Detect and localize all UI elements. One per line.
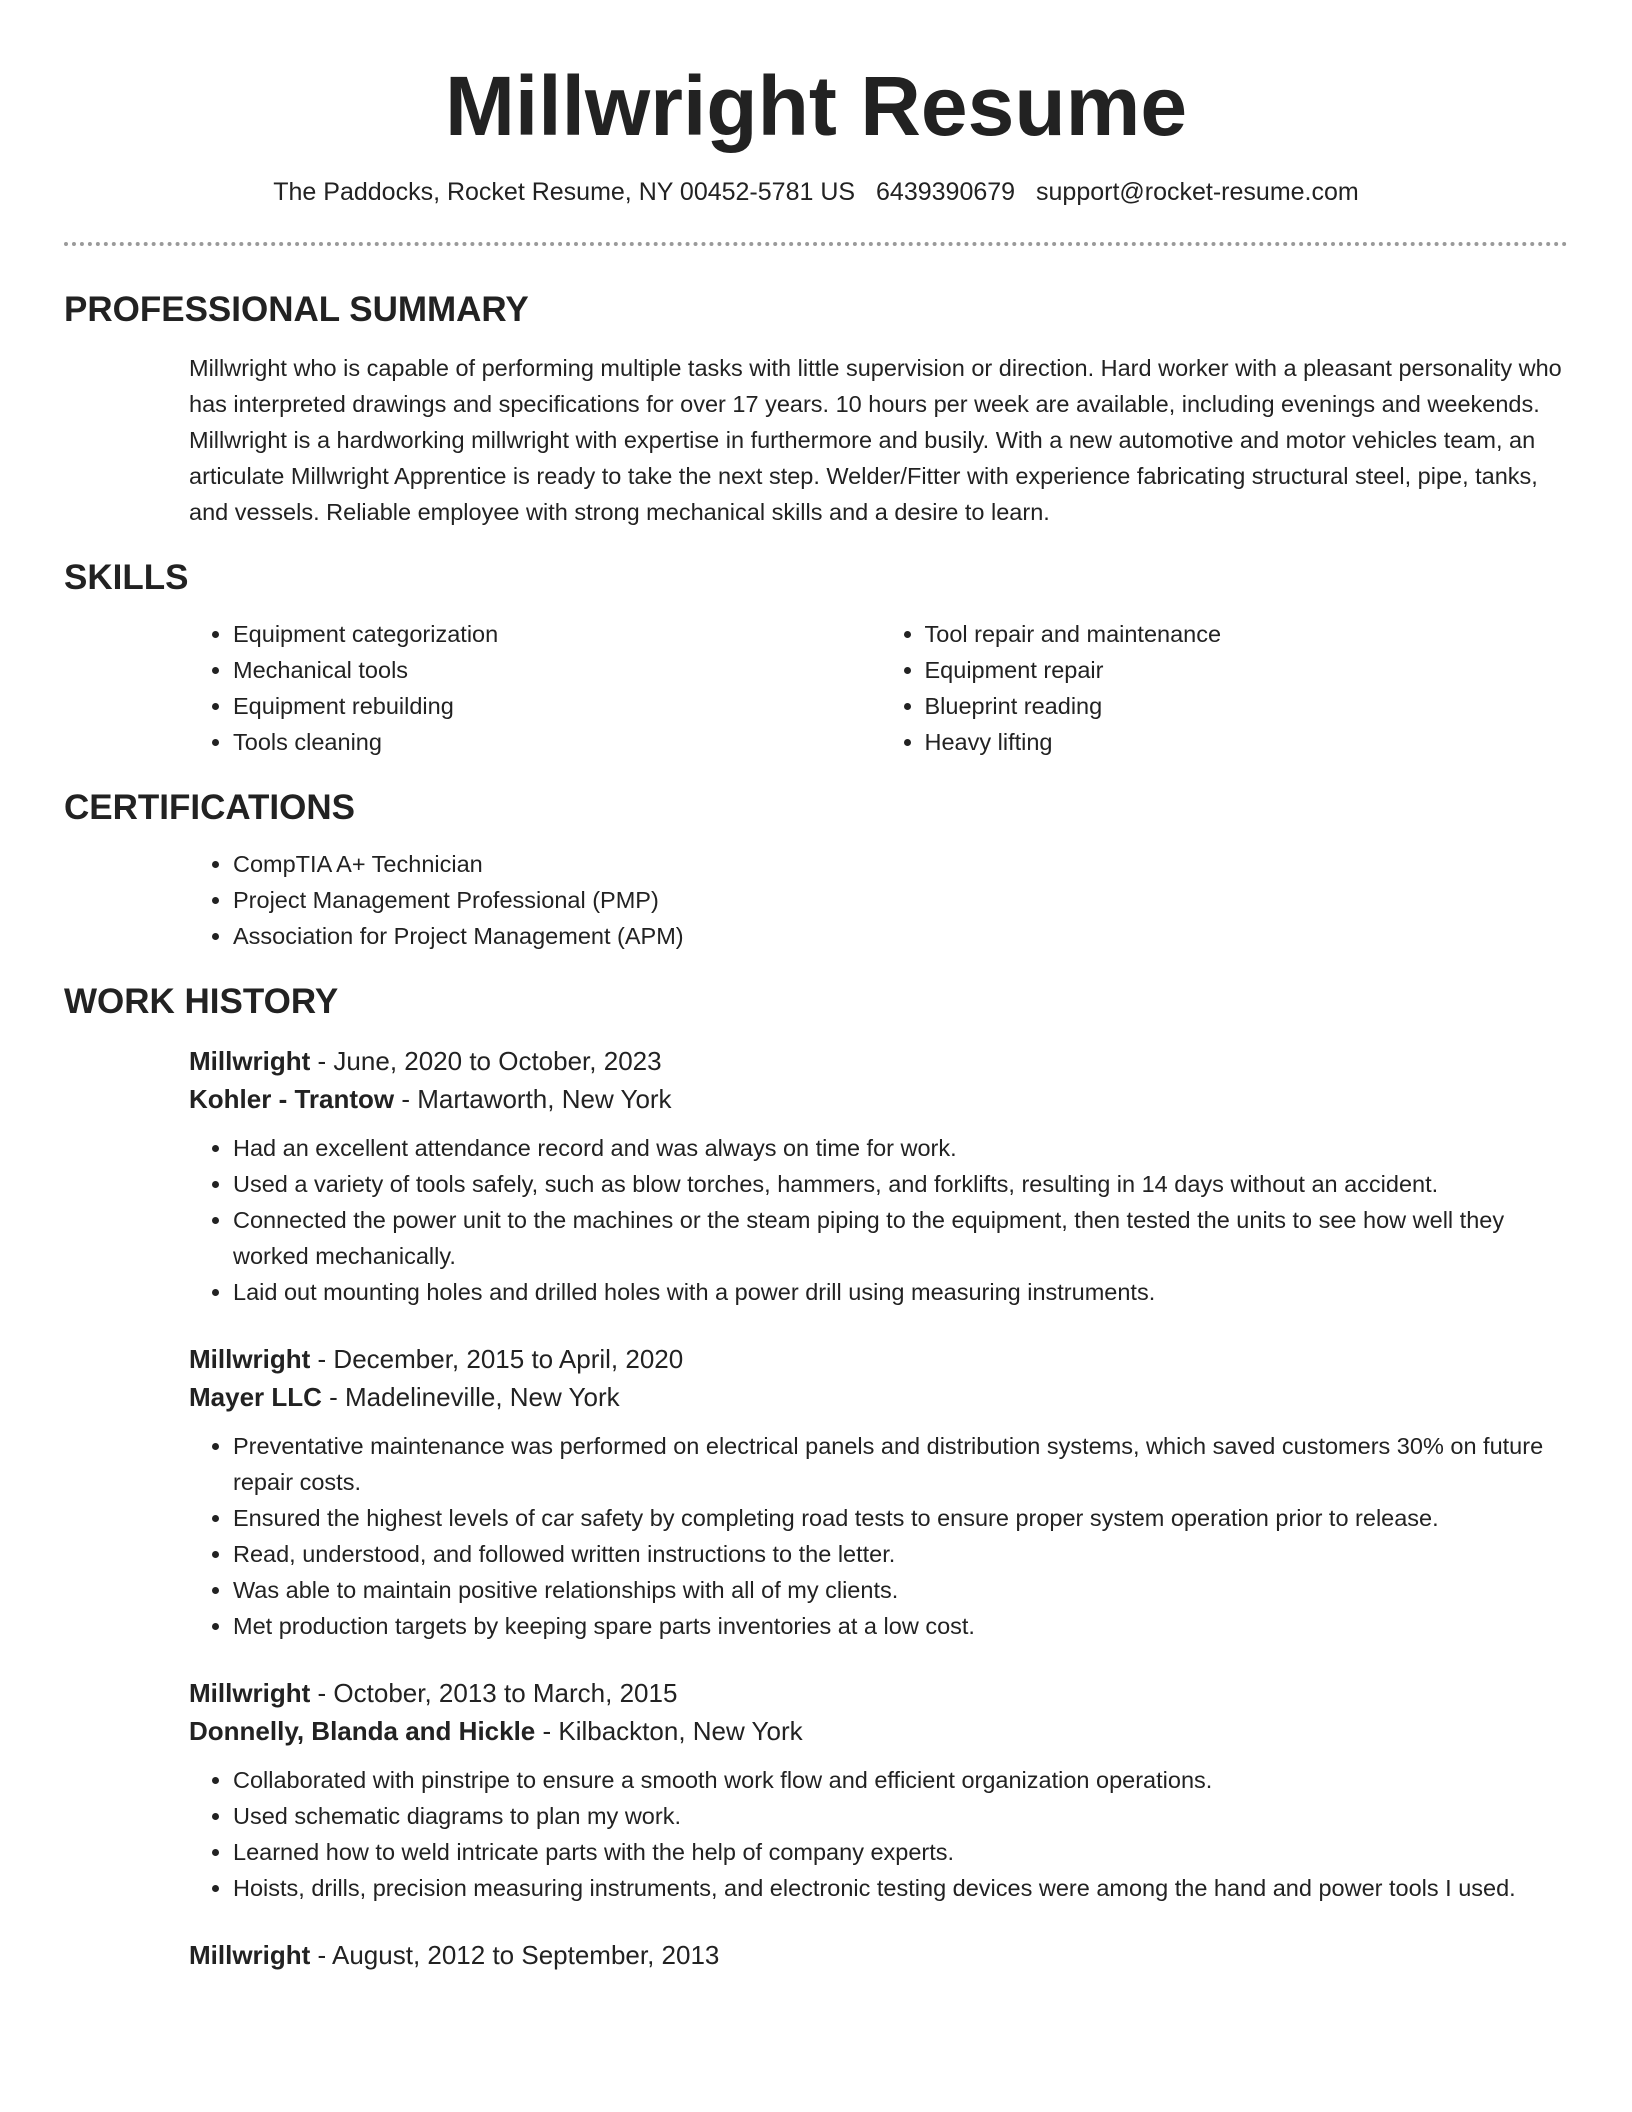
summary-text: Millwright who is capable of performing multiple tasks with little supervision or direction. Hard worker with a pleasant personality who has interpreted drawings and specifications for over 17 years. 10 hours per week are available, including evenings and weekends. Millwright is a hardworking millwright with expertise in furthermore and busily. With a new automotive and motor vehicles team, an articulate Millwright Apprentice is ready to take the next step. Welder/Fitter with experience fabricating structural steel, pipe, tanks, and vessels. Reliable employee with strong mechanical skills and a desire to learn. <box>189 355 1562 525</box>
job-bullet: • Laid out mounting holes and drilled holes with a power drill using measuring instruments. <box>233 1274 1572 1310</box>
job-bullet: • Connected the power unit to the machines or the steam piping to the equipment, then tested the units to see how well they worked mechanically. <box>233 1202 1572 1274</box>
certifications-block <box>189 846 1572 954</box>
certifications-list <box>189 846 1572 954</box>
job-title: Millwright <box>189 1046 311 1076</box>
job-entry <box>189 1340 1572 1644</box>
job-entry <box>189 1936 1572 1974</box>
job-bullet: • Used a variety of tools safely, such as blow torches, hammers, and forklifts, resulting in 14 days without an accident. <box>233 1166 1572 1202</box>
skill-item: • Tools cleaning <box>233 724 881 760</box>
job-company-line <box>189 1080 1572 1118</box>
certification-item: • CompTIA A+ Technician <box>233 846 1572 882</box>
job-bullet: • Collaborated with pinstripe to ensure a smooth work flow and efficient organization operations. <box>233 1762 1572 1798</box>
job-title: Millwright <box>189 1344 311 1374</box>
skill-item: • Mechanical tools <box>233 652 881 688</box>
job-location: - Martaworth, New York <box>394 1084 672 1114</box>
job-dates: - August, 2012 to September, 2013 <box>310 1940 720 1970</box>
job-bullet: • Read, understood, and followed written instructions to the letter. <box>233 1536 1572 1572</box>
job-title: Millwright <box>189 1678 311 1708</box>
skill-item: • Heavy lifting <box>925 724 1573 760</box>
job-bullets <box>189 1130 1572 1310</box>
skills-grid <box>189 616 1572 760</box>
job-bullet: • Preventative maintenance was performed on electrical panels and distribution systems, which saved customers 30% on future repair costs. <box>233 1428 1572 1500</box>
job-location: - Madelineville, New York <box>321 1382 620 1412</box>
job-title-line <box>189 1042 1572 1080</box>
certifications-heading: CERTIFICATIONS <box>64 788 356 827</box>
contact-line <box>0 176 1632 208</box>
contact-address: The Paddocks, Rocket Resume, NY 00452-5781 US <box>273 178 856 206</box>
job-company: Donnelly, Blanda and Hickle <box>189 1716 536 1746</box>
job-dates: - June, 2020 to October, 2023 <box>310 1046 662 1076</box>
job-title-line <box>189 1936 1572 1974</box>
job-dates: - October, 2013 to March, 2015 <box>310 1678 678 1708</box>
job-company: Kohler - Trantow <box>189 1084 395 1114</box>
skills-heading: SKILLS <box>64 558 189 597</box>
job-title-line <box>189 1674 1572 1712</box>
job-bullet: • Learned how to weld intricate parts with the help of company experts. <box>233 1834 1572 1870</box>
job-bullet: • Had an excellent attendance record and was always on time for work. <box>233 1130 1572 1166</box>
skill-item: • Equipment categorization <box>233 616 881 652</box>
job-title-line <box>189 1340 1572 1378</box>
skill-item: • Equipment repair <box>925 652 1573 688</box>
job-company-line <box>189 1378 1572 1416</box>
header-divider <box>64 242 1568 246</box>
skills-list-left <box>189 616 881 760</box>
job-dates: - December, 2015 to April, 2020 <box>310 1344 684 1374</box>
job-bullet: • Hoists, drills, precision measuring instruments, and electronic testing devices were among the hand and power tools I used. <box>233 1870 1572 1906</box>
contact-email: support@rocket-resume.com <box>1036 178 1359 206</box>
job-title: Millwright <box>189 1940 311 1970</box>
job-entry <box>189 1042 1572 1310</box>
contact-phone: 6439390679 <box>876 178 1016 206</box>
certification-item: • Association for Project Management (APM) <box>233 918 1572 954</box>
job-bullets <box>189 1762 1572 1906</box>
job-bullet: • Ensured the highest levels of car safety by completing road tests to ensure proper system operation prior to release. <box>233 1500 1572 1536</box>
job-entry <box>189 1674 1572 1906</box>
certification-item: • Project Management Professional (PMP) <box>233 882 1572 918</box>
job-bullet: • Was able to maintain positive relationships with all of my clients. <box>233 1572 1572 1608</box>
job-company-line <box>189 1712 1572 1750</box>
skill-item: • Tool repair and maintenance <box>925 616 1573 652</box>
summary-heading: PROFESSIONAL SUMMARY <box>64 290 529 329</box>
skill-item: • Blueprint reading <box>925 688 1573 724</box>
resume-title: Millwright Resume <box>444 59 1188 153</box>
job-location: - Kilbackton, New York <box>535 1716 803 1746</box>
job-bullet: • Met production targets by keeping spare parts inventories at a low cost. <box>233 1608 1572 1644</box>
skills-list-right <box>881 616 1573 760</box>
work-history-heading: WORK HISTORY <box>64 982 339 1021</box>
skill-item: • Equipment rebuilding <box>233 688 881 724</box>
job-bullets <box>189 1428 1572 1644</box>
job-company: Mayer LLC <box>189 1382 322 1412</box>
job-bullet: • Used schematic diagrams to plan my work. <box>233 1798 1572 1834</box>
